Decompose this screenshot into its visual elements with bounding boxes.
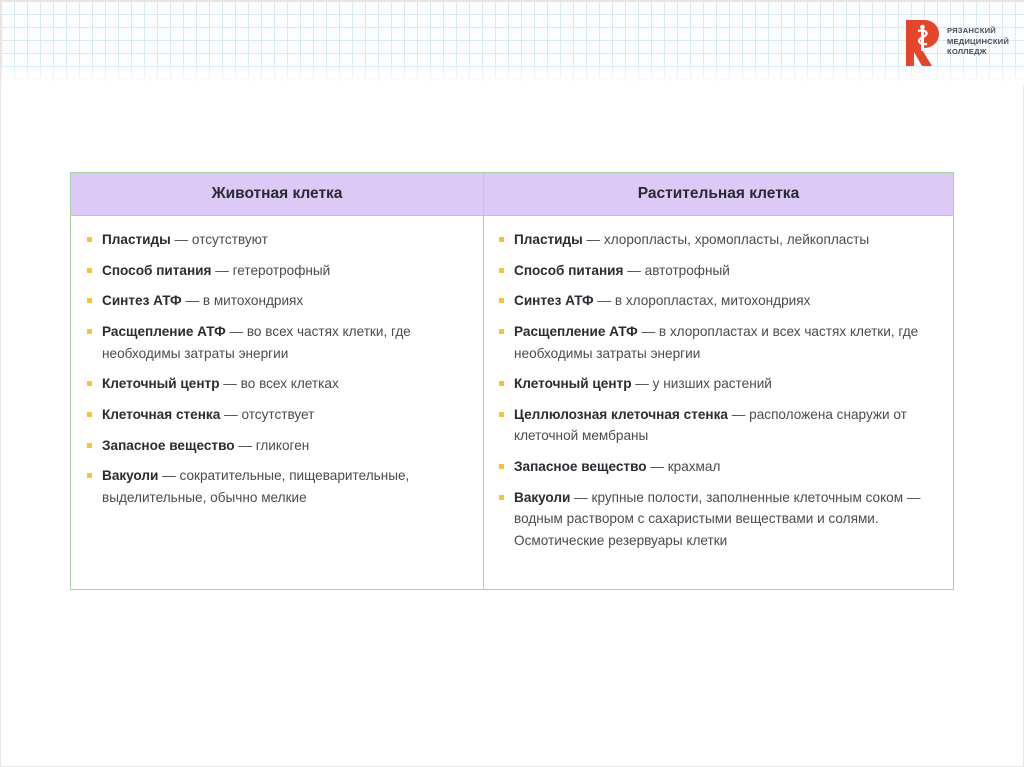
- item-text: — в митохондриях: [181, 293, 304, 309]
- item-term: Целлюлозная клеточная стенка: [514, 406, 728, 422]
- item-term: Пластиды: [102, 232, 171, 247]
- bullet-icon: [87, 381, 92, 386]
- list-item: [87, 260, 475, 282]
- logo-line-1: РЯЗАНСКИЙ: [947, 26, 996, 35]
- item-text: — расположена снаружи от клеточной мембраны: [514, 406, 907, 444]
- list-item: [499, 373, 939, 395]
- item-text: — отсутствуют: [170, 232, 268, 247]
- item-term: Пластиды: [514, 232, 583, 247]
- list-item: [499, 260, 939, 282]
- bullet-icon: [499, 329, 504, 334]
- list-item: [87, 373, 475, 395]
- bullet-icon: [499, 464, 504, 469]
- list-item: [87, 465, 475, 508]
- comparison-table: [70, 172, 954, 590]
- bullet-icon: [87, 473, 92, 478]
- logo-line-2: МЕДИЦИНСКИЙ: [947, 36, 1009, 46]
- list-item: [499, 229, 939, 251]
- list-item: [87, 290, 475, 312]
- bullet-icon: [87, 412, 92, 417]
- item-term: Расщепление АТФ: [514, 324, 638, 340]
- bullet-icon: [87, 443, 92, 448]
- item-term: Клеточная стенка: [102, 406, 221, 422]
- bullet-icon: [499, 298, 504, 303]
- item-text: — сократительные, пищеварительные, выделительные, обычно мелкие: [102, 468, 410, 505]
- item-term: Клеточный центр: [514, 376, 632, 392]
- list-item: [87, 435, 475, 457]
- item-term: Синтез АТФ: [102, 293, 182, 309]
- item-term: Запасное вещество: [102, 437, 235, 453]
- list-item: [499, 321, 939, 364]
- item-text: — гликоген: [234, 437, 310, 453]
- item-term: Запасное вещество: [514, 459, 647, 475]
- item-term: Вакуоли: [102, 468, 159, 484]
- column-divider: [483, 173, 484, 589]
- item-text: — во всех частях клетки, где необходимы затраты энергии: [102, 324, 411, 361]
- item-text: — крахмал: [646, 459, 721, 475]
- item-term: Синтез АТФ: [514, 293, 594, 309]
- item-text: — крупные полости, заполненные клеточным соком — водным раствором с сахаристыми веществами и солями. Осмотические резервуары клетки: [514, 489, 921, 548]
- item-text: — хлоропласты, хромопласты, лейкопласты: [582, 232, 870, 247]
- bullet-icon: [499, 268, 504, 273]
- bullet-icon: [499, 381, 504, 386]
- grid-fade: [1, 63, 1024, 85]
- bullet-icon: [499, 412, 504, 417]
- item-term: Клеточный центр: [102, 376, 220, 392]
- list-item: [499, 404, 939, 447]
- logo-line-3: КОЛЛЕДЖ: [947, 47, 987, 56]
- bullet-icon: [87, 268, 92, 273]
- item-text: — в хлоропластах, митохондриях: [593, 293, 811, 309]
- college-logo: [903, 17, 1013, 69]
- item-term: Расщепление АТФ: [102, 324, 226, 340]
- caduceus-r-logo-icon: [903, 17, 945, 69]
- list-item: [87, 404, 475, 426]
- bullet-icon: [499, 495, 504, 500]
- item-term: Вакуоли: [514, 489, 571, 505]
- animal-cell-list: [87, 229, 475, 518]
- item-text: — в хлоропластах и всех частях клетки, где необходимы затраты энергии: [514, 324, 919, 361]
- item-text: — гетеротрофный: [211, 262, 331, 278]
- bullet-icon: [87, 298, 92, 303]
- list-item: [87, 321, 475, 364]
- header-animal-cell: Животная клетка: [71, 173, 483, 215]
- item-text: — отсутствует: [220, 406, 315, 422]
- item-text: — во всех клетках: [219, 376, 339, 392]
- item-text: — у низших растений: [631, 376, 772, 392]
- bullet-icon: [87, 237, 92, 242]
- list-item: [87, 229, 475, 251]
- header-divider: [71, 215, 953, 216]
- list-item: [499, 456, 939, 478]
- list-item: [499, 290, 939, 312]
- item-term: Способ питания: [102, 262, 212, 278]
- header-plant-cell: Растительная клетка: [484, 173, 953, 215]
- item-text: — автотрофный: [623, 262, 730, 278]
- bullet-icon: [87, 329, 92, 334]
- plant-cell-list: [499, 229, 939, 561]
- item-term: Способ питания: [514, 262, 624, 278]
- logo-text: [947, 26, 1009, 58]
- bullet-icon: [499, 237, 504, 242]
- list-item: [499, 487, 939, 552]
